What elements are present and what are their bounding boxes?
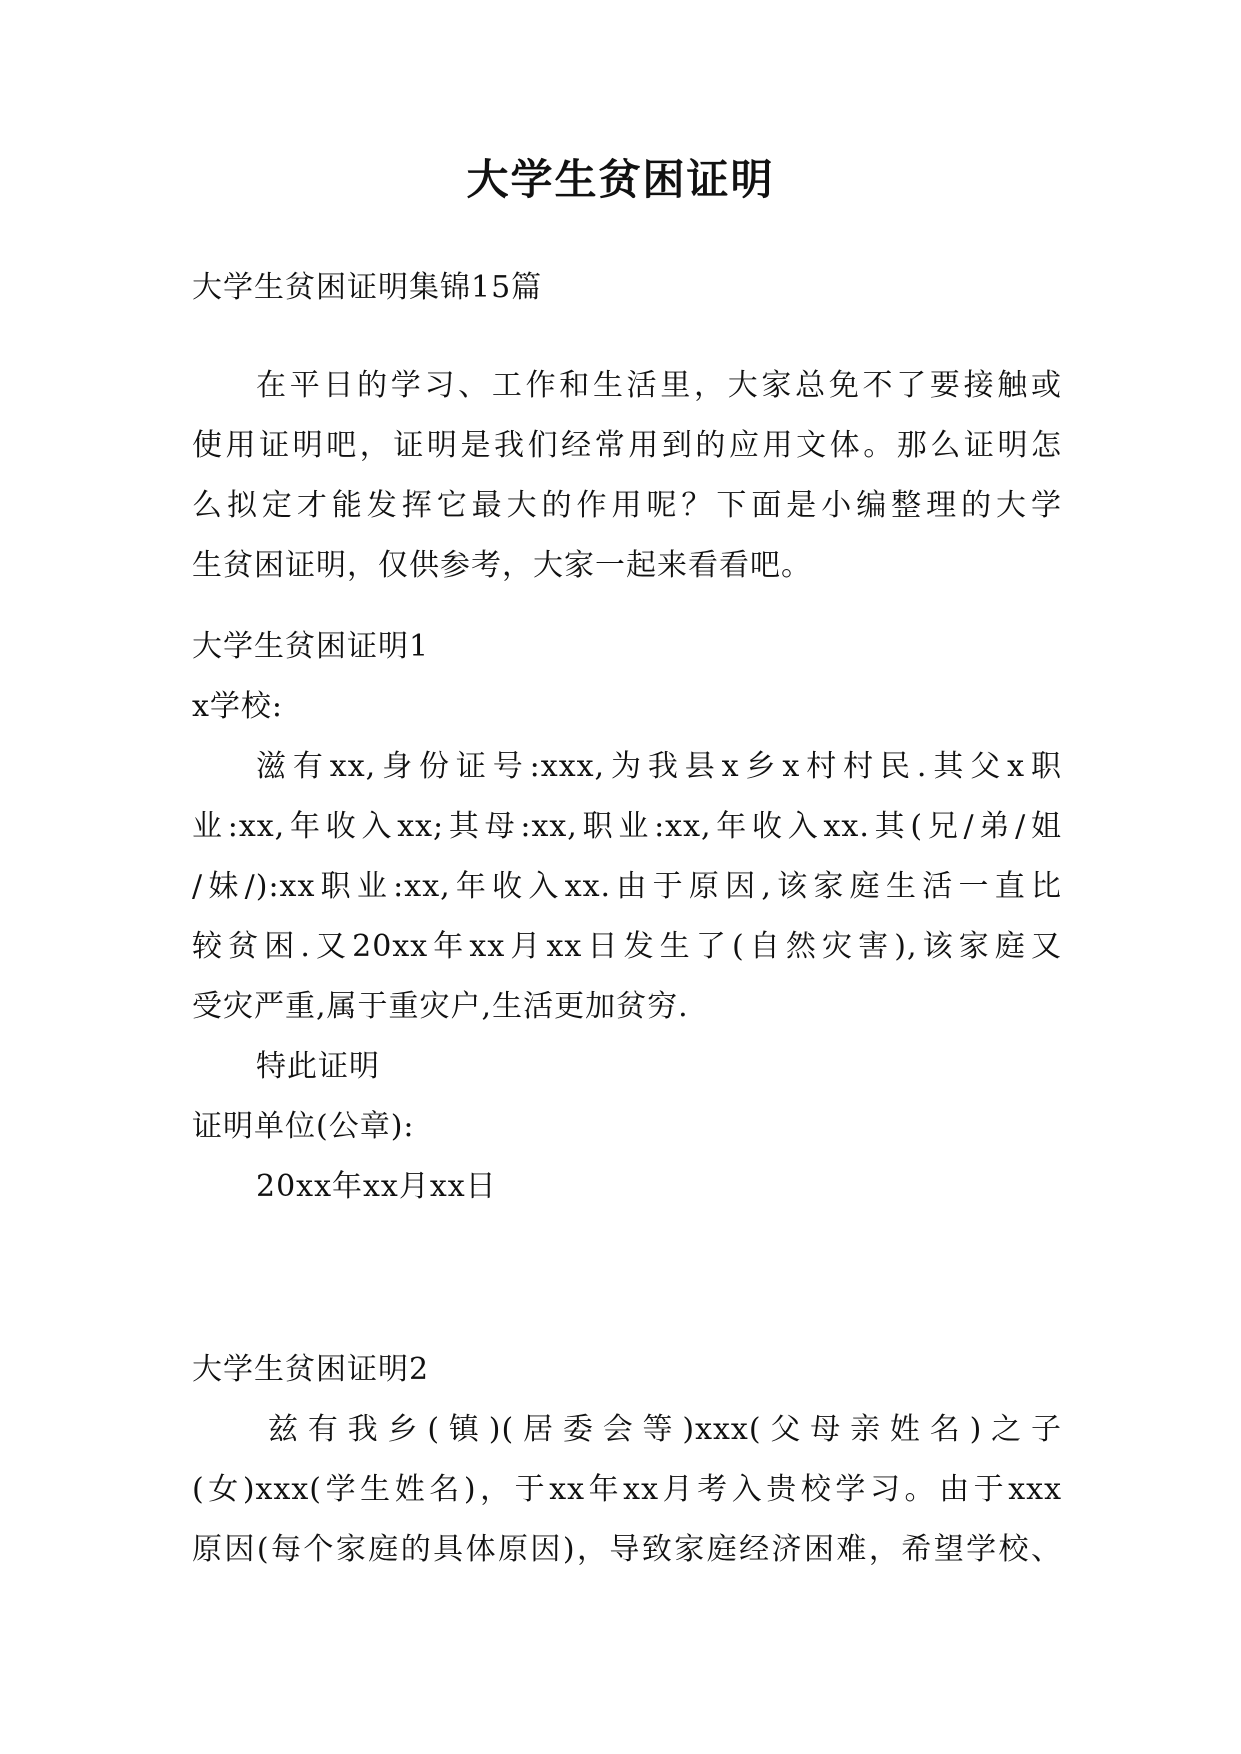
section-1-body-line-4: 较贫困.又20xx年xx月xx日发生了(自然灾害),该家庭又 [192,929,1062,964]
section-2 [192,1340,1062,1580]
section-1-heading: 大学生贫困证明1 [192,629,430,664]
intro-line-4: 生贫困证明，仅供参考，大家一起来看看吧。 [192,548,812,583]
section-2-body-line-3: 原因(每个家庭的具体原因)，导致家庭经济困难，希望学校、 [192,1532,1062,1567]
document-subtitle [192,258,1062,318]
section-2-body-line-2: (女)xxx(学生姓名)，于xx年xx月考入贵校学习。由于xxx [192,1472,1062,1507]
section-1 [192,617,1062,1217]
section-2-heading: 大学生贫困证明2 [192,1352,430,1387]
intro-paragraph [192,356,1062,596]
section-1-closing: 特此证明 [256,1049,380,1084]
intro-line-1: 在平日的学习、工作和生活里，大家总免不了要接触或 [256,368,1062,403]
intro-line-3: 么拟定才能发挥它最大的作用呢？下面是小编整理的大学 [192,488,1062,523]
subtitle-text: 大学生贫困证明集锦15篇 [192,270,543,305]
section-1-body-line-3: /妹/):xx职业:xx,年收入xx.由于原因,该家庭生活一直比 [192,869,1062,904]
section-1-issuer: 证明单位(公章): [192,1109,415,1144]
section-1-body-line-1: 滋有xx,身份证号:xxx,为我县x乡x村村民.其父x职 [256,749,1062,784]
intro-line-2: 使用证明吧，证明是我们经常用到的应用文体。那么证明怎 [192,428,1062,463]
section-1-addressee: x学校: [192,689,284,724]
section-2-body-line-1: 兹有我乡(镇)(居委会等)xxx(父母亲姓名)之子 [268,1412,1062,1447]
section-1-body-line-5: 受灾严重,属于重灾户,生活更加贫穷. [192,989,689,1024]
document-title: 大学生贫困证明 [466,155,775,204]
section-1-body-line-2: 业:xx,年收入xx;其母:xx,职业:xx,年收入xx.其(兄/弟/姐 [192,809,1062,844]
section-1-date: 20xx年xx月xx日 [256,1169,497,1204]
